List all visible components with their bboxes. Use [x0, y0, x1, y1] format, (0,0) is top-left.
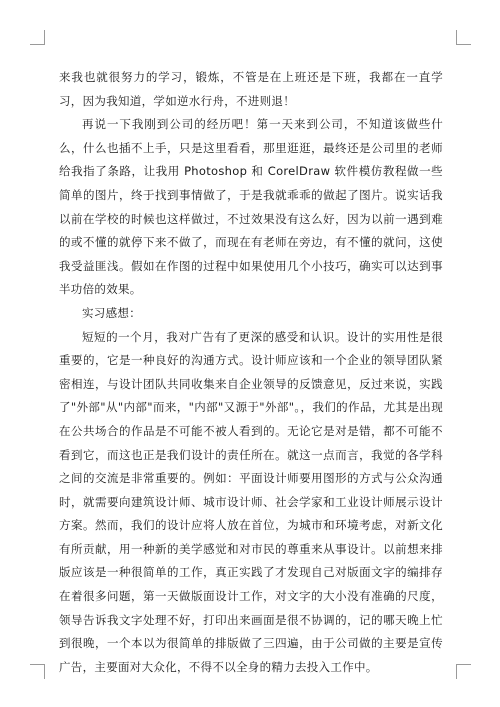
- section-heading-internship-thoughts: 实习感想：: [82, 305, 141, 320]
- crop-mark-top-left: [30, 30, 45, 45]
- paragraph-internship-thoughts: 短短的一个月，我对广告有了更深的感受和认识。设计的实用性是很重要的，它是一种良好的沟通方式。设计师应该和一个企业的领导团队紧密相连，与设计团队共同收集来自企业领导的反馈意见，反过来说，实践了"外部"从"内部"而来，"内部"又源于"外部"。，我们的作品，尤其是出现在公共场合的作品是不可能不被人看到的。无论它是对是错，都不可能不看到它，而这也正是我们设计的责任所在。就这一点而言，我觉的各学科之间的交流是非常重要的。例如：平面设计师要用图形的方式与公众沟通时，就需要向建筑设计师、城市设计师、社会学家和工业设计师展示设计方案。然而，我们的设计应将人放在首位，为城市和环境考虑，对新文化有所贡献，用一种新的美学感觉和对市民的尊重来从事设计。以前想来排版应该是一种很简单的工作，真正实践了才发现自己对版面文字的编排存在着很多问题，第一天做版面设计工作，对文字的大小没有准确的尺度，领导告诉我文字处理不好，打印出来画面是很不协调的，记的哪天晚上忙到很晚，一个本以为很简单的排版做了三四遍，由于公司做的主要是宣传广告，主要面对大众化，不得不以全身的精力去投入工作中。: [59, 329, 443, 674]
- paragraph-continued: 来我也就很努力的学习，锻炼，不管是在上班还是下班，我都在一直学习，因为我知道，学如逆水行舟，不进则退！: [59, 70, 443, 108]
- crop-mark-bottom-left: [30, 664, 45, 679]
- crop-mark-top-right: [456, 30, 471, 45]
- paragraph-company-experience: 再说一下我刚到公司的经历吧！第一天来到公司，不知道该做些什么，什么也插不上手，只是这里看看，那里逛逛，最终还是公司里的老师给我指了条路，让我用 Photoshop 和 CorelDraw 软件模仿教程做一些简单的图片，终于找到事情做了，于是我就乖乖的做起了图片。说实话我以前在学校的时候也这样做过，不过效果没有这么好，因为以前一遇到难的或不懂的就停下来不做了，而现在有老师在旁边，有不懂的就问，这使我受益匪浅。假如在作图的过程中如果使用几个小技巧，确实可以达到事半功倍的效果。: [59, 117, 443, 297]
- crop-mark-bottom-right: [456, 664, 471, 679]
- document-body: [59, 66, 443, 679]
